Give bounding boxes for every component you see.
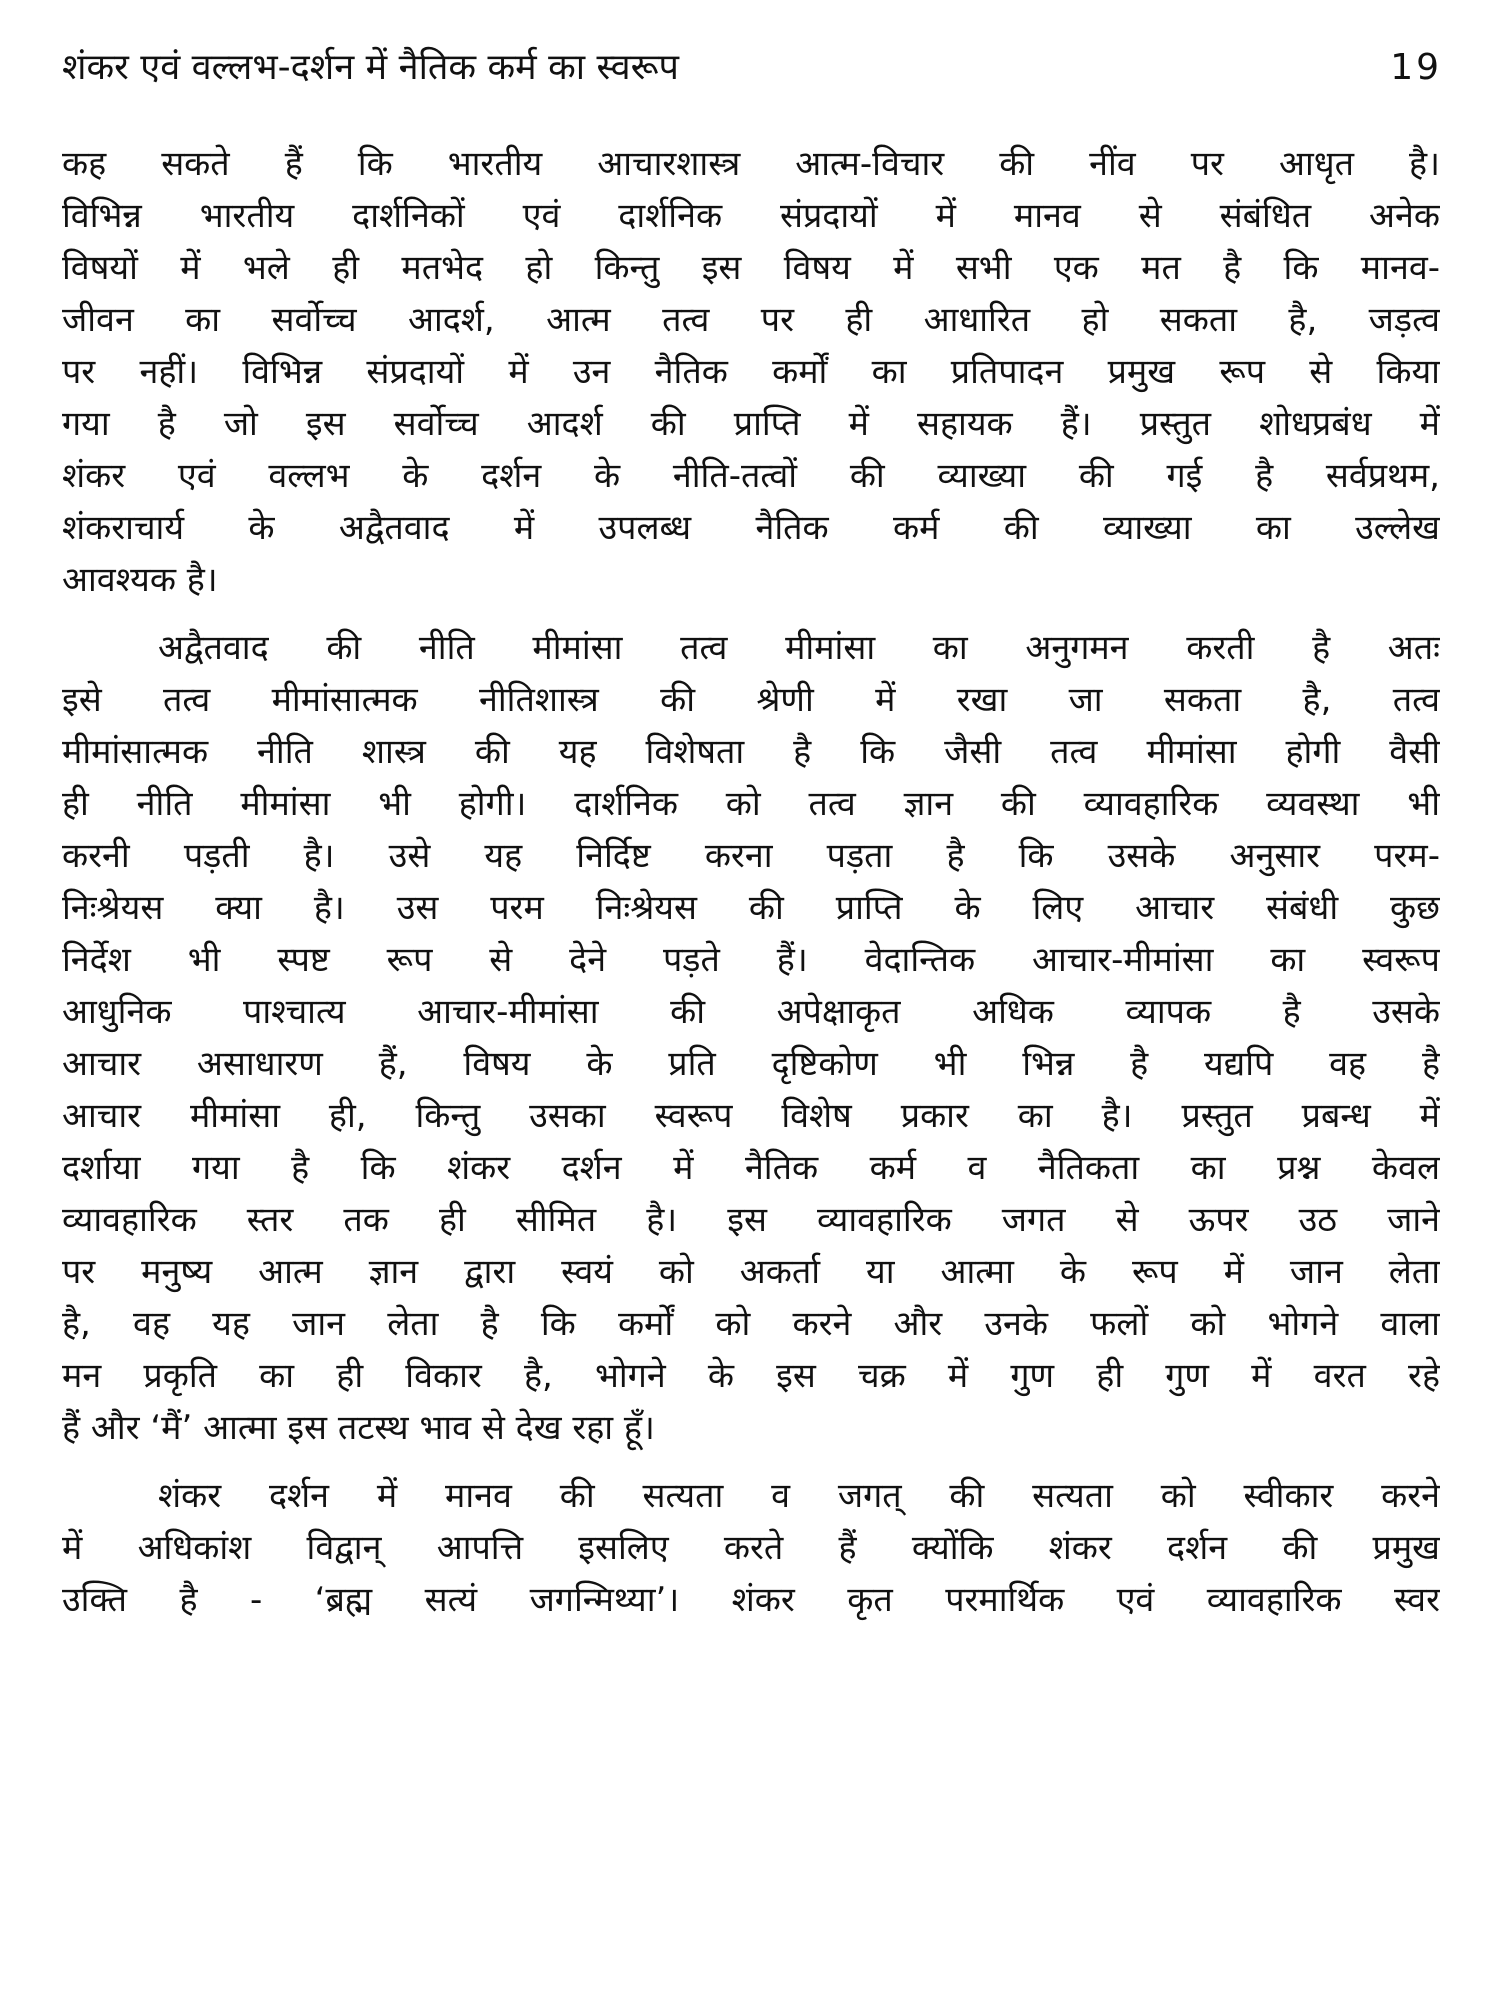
text-line: अद्वैतवाद की नीति मीमांसा तत्व मीमांसा का अनुगमन करती है अतः [158, 628, 1440, 668]
paragraph-2 [62, 622, 1440, 1454]
paragraph-1 [62, 138, 1440, 606]
text-line: मीमांसात्मक नीति शास्त्र की यह विशेषता है कि जैसी तत्व मीमांसा होगी वैसी [62, 732, 1440, 772]
text-line: जीवन का सर्वोच्च आदर्श, आत्म तत्व पर ही आधारित हो सकता है, जड़त्व [62, 300, 1440, 340]
text-line: में अधिकांश विद्वान् आपत्ति इसलिए करते हैं क्योंकि शंकर दर्शन की प्रमुख [62, 1528, 1440, 1568]
text-line: शंकर दर्शन में मानव की सत्यता व जगत् की सत्यता को स्वीकार करने [158, 1476, 1440, 1516]
text-line: गया है जो इस सर्वोच्च आदर्श की प्राप्ति में सहायक हैं। प्रस्तुत शोधप्रबंध में [62, 404, 1440, 444]
paragraph-3 [62, 1470, 1440, 1626]
text-line: ही नीति मीमांसा भी होगी। दार्शनिक को तत्व ज्ञान की व्यावहारिक व्यवस्था भी [62, 784, 1440, 824]
text-line: निःश्रेयस क्या है। उस परम निःश्रेयस की प्राप्ति के लिए आचार संबंधी कुछ [62, 888, 1440, 928]
text-line: हैं और ‘मैं’ आत्मा इस तटस्थ भाव से देख रहा हूँ। [62, 1408, 655, 1448]
text-line: उक्ति है - ‘ब्रह्म सत्यं जगन्मिथ्या’। शंकर कृत परमार्थिक एवं व्यावहारिक स्वर [62, 1580, 1440, 1620]
text-line: दर्शाया गया है कि शंकर दर्शन में नैतिक कर्म व नैतिकता का प्रश्न केवल [62, 1148, 1440, 1188]
running-header [62, 38, 1442, 98]
text-line: आवश्यक है। [62, 560, 218, 600]
page-number: 19 [1390, 47, 1442, 88]
text-line: करनी पड़ती है। उसे यह निर्दिष्ट करना पड़ता है कि उसके अनुसार परम- [62, 836, 1440, 876]
text-line: विषयों में भले ही मतभेद हो किन्तु इस विषय में सभी एक मत है कि मानव- [62, 248, 1440, 288]
text-line: आचार मीमांसा ही, किन्तु उसका स्वरूप विशेष प्रकार का है। प्रस्तुत प्रबन्ध में [62, 1096, 1440, 1136]
text-line: पर नहीं। विभिन्न संप्रदायों में उन नैतिक कर्मों का प्रतिपादन प्रमुख रूप से किया [62, 352, 1440, 392]
body-text [62, 138, 1440, 1626]
text-line: व्यावहारिक स्तर तक ही सीमित है। इस व्यावहारिक जगत से ऊपर उठ जाने [62, 1200, 1440, 1240]
text-line: मन प्रकृति का ही विकार है, भोगने के इस चक्र में गुण ही गुण में वरत रहे [62, 1356, 1440, 1396]
running-title: शंकर एवं वल्लभ-दर्शन में नैतिक कर्म का स्वरूप [62, 47, 680, 88]
text-line: निर्देश भी स्पष्ट रूप से देने पड़ते हैं। वेदान्तिक आचार-मीमांसा का स्वरूप [62, 940, 1440, 980]
text-line: शंकर एवं वल्लभ के दर्शन के नीति-तत्वों की व्याख्या की गई है सर्वप्रथम, [62, 456, 1440, 496]
text-line: विभिन्न भारतीय दार्शनिकों एवं दार्शनिक संप्रदायों में मानव से संबंधित अनेक [62, 196, 1440, 236]
text-line: शंकराचार्य के अद्वैतवाद में उपलब्ध नैतिक कर्म की व्याख्या का उल्लेख [62, 508, 1440, 548]
text-line: आधुनिक पाश्चात्य आचार-मीमांसा की अपेक्षाकृत अधिक व्यापक है उसके [62, 992, 1440, 1032]
text-line: कह सकते हैं कि भारतीय आचारशास्त्र आत्म-विचार की नींव पर आधृत है। [62, 144, 1440, 184]
text-line: पर मनुष्य आत्म ज्ञान द्वारा स्वयं को अकर्ता या आत्मा के रूप में जान लेता [62, 1252, 1440, 1292]
text-line: आचार असाधारण हैं, विषय के प्रति दृष्टिकोण भी भिन्न है यद्यपि वह है [62, 1044, 1440, 1084]
text-line: इसे तत्व मीमांसात्मक नीतिशास्त्र की श्रेणी में रखा जा सकता है, तत्व [62, 680, 1440, 720]
text-line: है, वह यह जान लेता है कि कर्मों को करने और उनके फलों को भोगने वाला [62, 1304, 1440, 1344]
